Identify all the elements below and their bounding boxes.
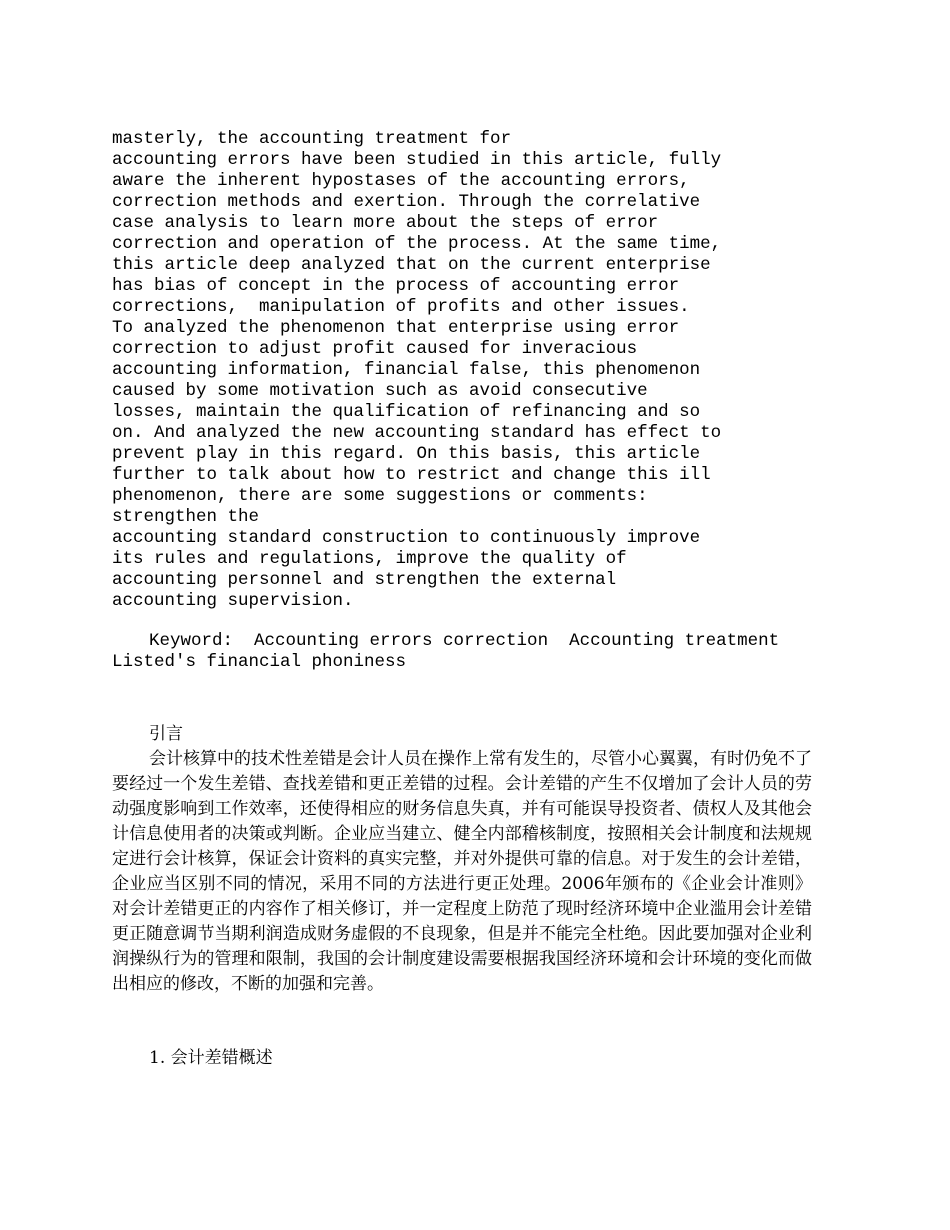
abstract-line: on. And analyzed the new accounting standard has effect to bbox=[112, 423, 722, 443]
abstract-line: masterly, the accounting treatment for bbox=[112, 129, 512, 149]
abstract-line: accounting standard construction to continuously improve bbox=[112, 528, 701, 548]
abstract-line: To analyzed the phenomenon that enterprise using error bbox=[112, 318, 680, 338]
intro-paragraph: 会计核算中的技术性差错是会计人员在操作上常有发生的，尽管小心翼翼，有时仍免不了要经过一个发生差错、查找差错和更正差错的过程。会计差错的产生不仅增加了会计人员的劳动强度影响到工作效率，还使得相应的财务信息失真，并有可能误导投资者、债权人及其他会计信息使用者的决策或判断。企业应当建立、健全内部稽核制度，按照相关会计制度和法规规定进行会计核算，保证会计资料的真实完整，并对外提供可靠的信息。对于发生的会计差错，企业应当区别不同的情况，采用不同的方法进行更正处理。2006年颁布的《企业会计准则》对会计差错更正的内容作了相关修订，并一定程度上防范了现时经济环境中企业滥用会计差错更正随意调节当期利润造成财务虚假的不良现象，但是并不能完全杜绝。因此要加强对企业利润操纵行为的管理和限制，我国的会计制度建设需要根据我国经济环境和会计环境的变化而做出相应的修改，不断的加强和完善。 bbox=[112, 749, 812, 994]
abstract-line: further to talk about how to restrict and change this ill bbox=[112, 465, 711, 485]
abstract-line: caused by some motivation such as avoid consecutive bbox=[112, 381, 648, 401]
english-abstract bbox=[112, 129, 812, 612]
abstract-line: losses, maintain the qualification of refinancing and so bbox=[112, 402, 701, 422]
abstract-line: this article deep analyzed that on the current enterprise bbox=[112, 255, 711, 275]
abstract-line: case analysis to learn more about the steps of error bbox=[112, 213, 659, 233]
abstract-line: accounting errors have been studied in this article, fully bbox=[112, 150, 722, 170]
intro-heading: 引言 bbox=[149, 724, 183, 744]
abstract-line: correction to adjust profit caused for inveracious bbox=[112, 339, 638, 359]
abstract-line: aware the inherent hypostases of the accounting errors, bbox=[112, 171, 690, 191]
abstract-line: phenomenon, there are some suggestions or comments: bbox=[112, 486, 648, 506]
abstract-line: accounting personnel and strengthen the external bbox=[112, 570, 617, 590]
section-1-heading: 1. 会计差错概述 bbox=[149, 1048, 273, 1068]
abstract-line: accounting information, financial false, this phenomenon bbox=[112, 360, 701, 380]
document-page bbox=[112, 129, 812, 1071]
abstract-line: has bias of concept in the process of accounting error bbox=[112, 276, 680, 296]
abstract-line: correction methods and exertion. Through the correlative bbox=[112, 192, 701, 212]
abstract-line: correction and operation of the process. At the same time, bbox=[112, 234, 722, 254]
abstract-line: corrections, manipulation of profits and other issues. bbox=[112, 297, 690, 317]
abstract-line: accounting supervision. bbox=[112, 591, 354, 611]
keywords-line: Keyword: Accounting errors correction Accounting treatment Listed's financial phoniness bbox=[112, 631, 801, 672]
abstract-line: prevent play in this regard. On this basis, this article bbox=[112, 444, 701, 464]
abstract-line: its rules and regulations, improve the quality of bbox=[112, 549, 627, 569]
abstract-line: strengthen the bbox=[112, 507, 260, 527]
